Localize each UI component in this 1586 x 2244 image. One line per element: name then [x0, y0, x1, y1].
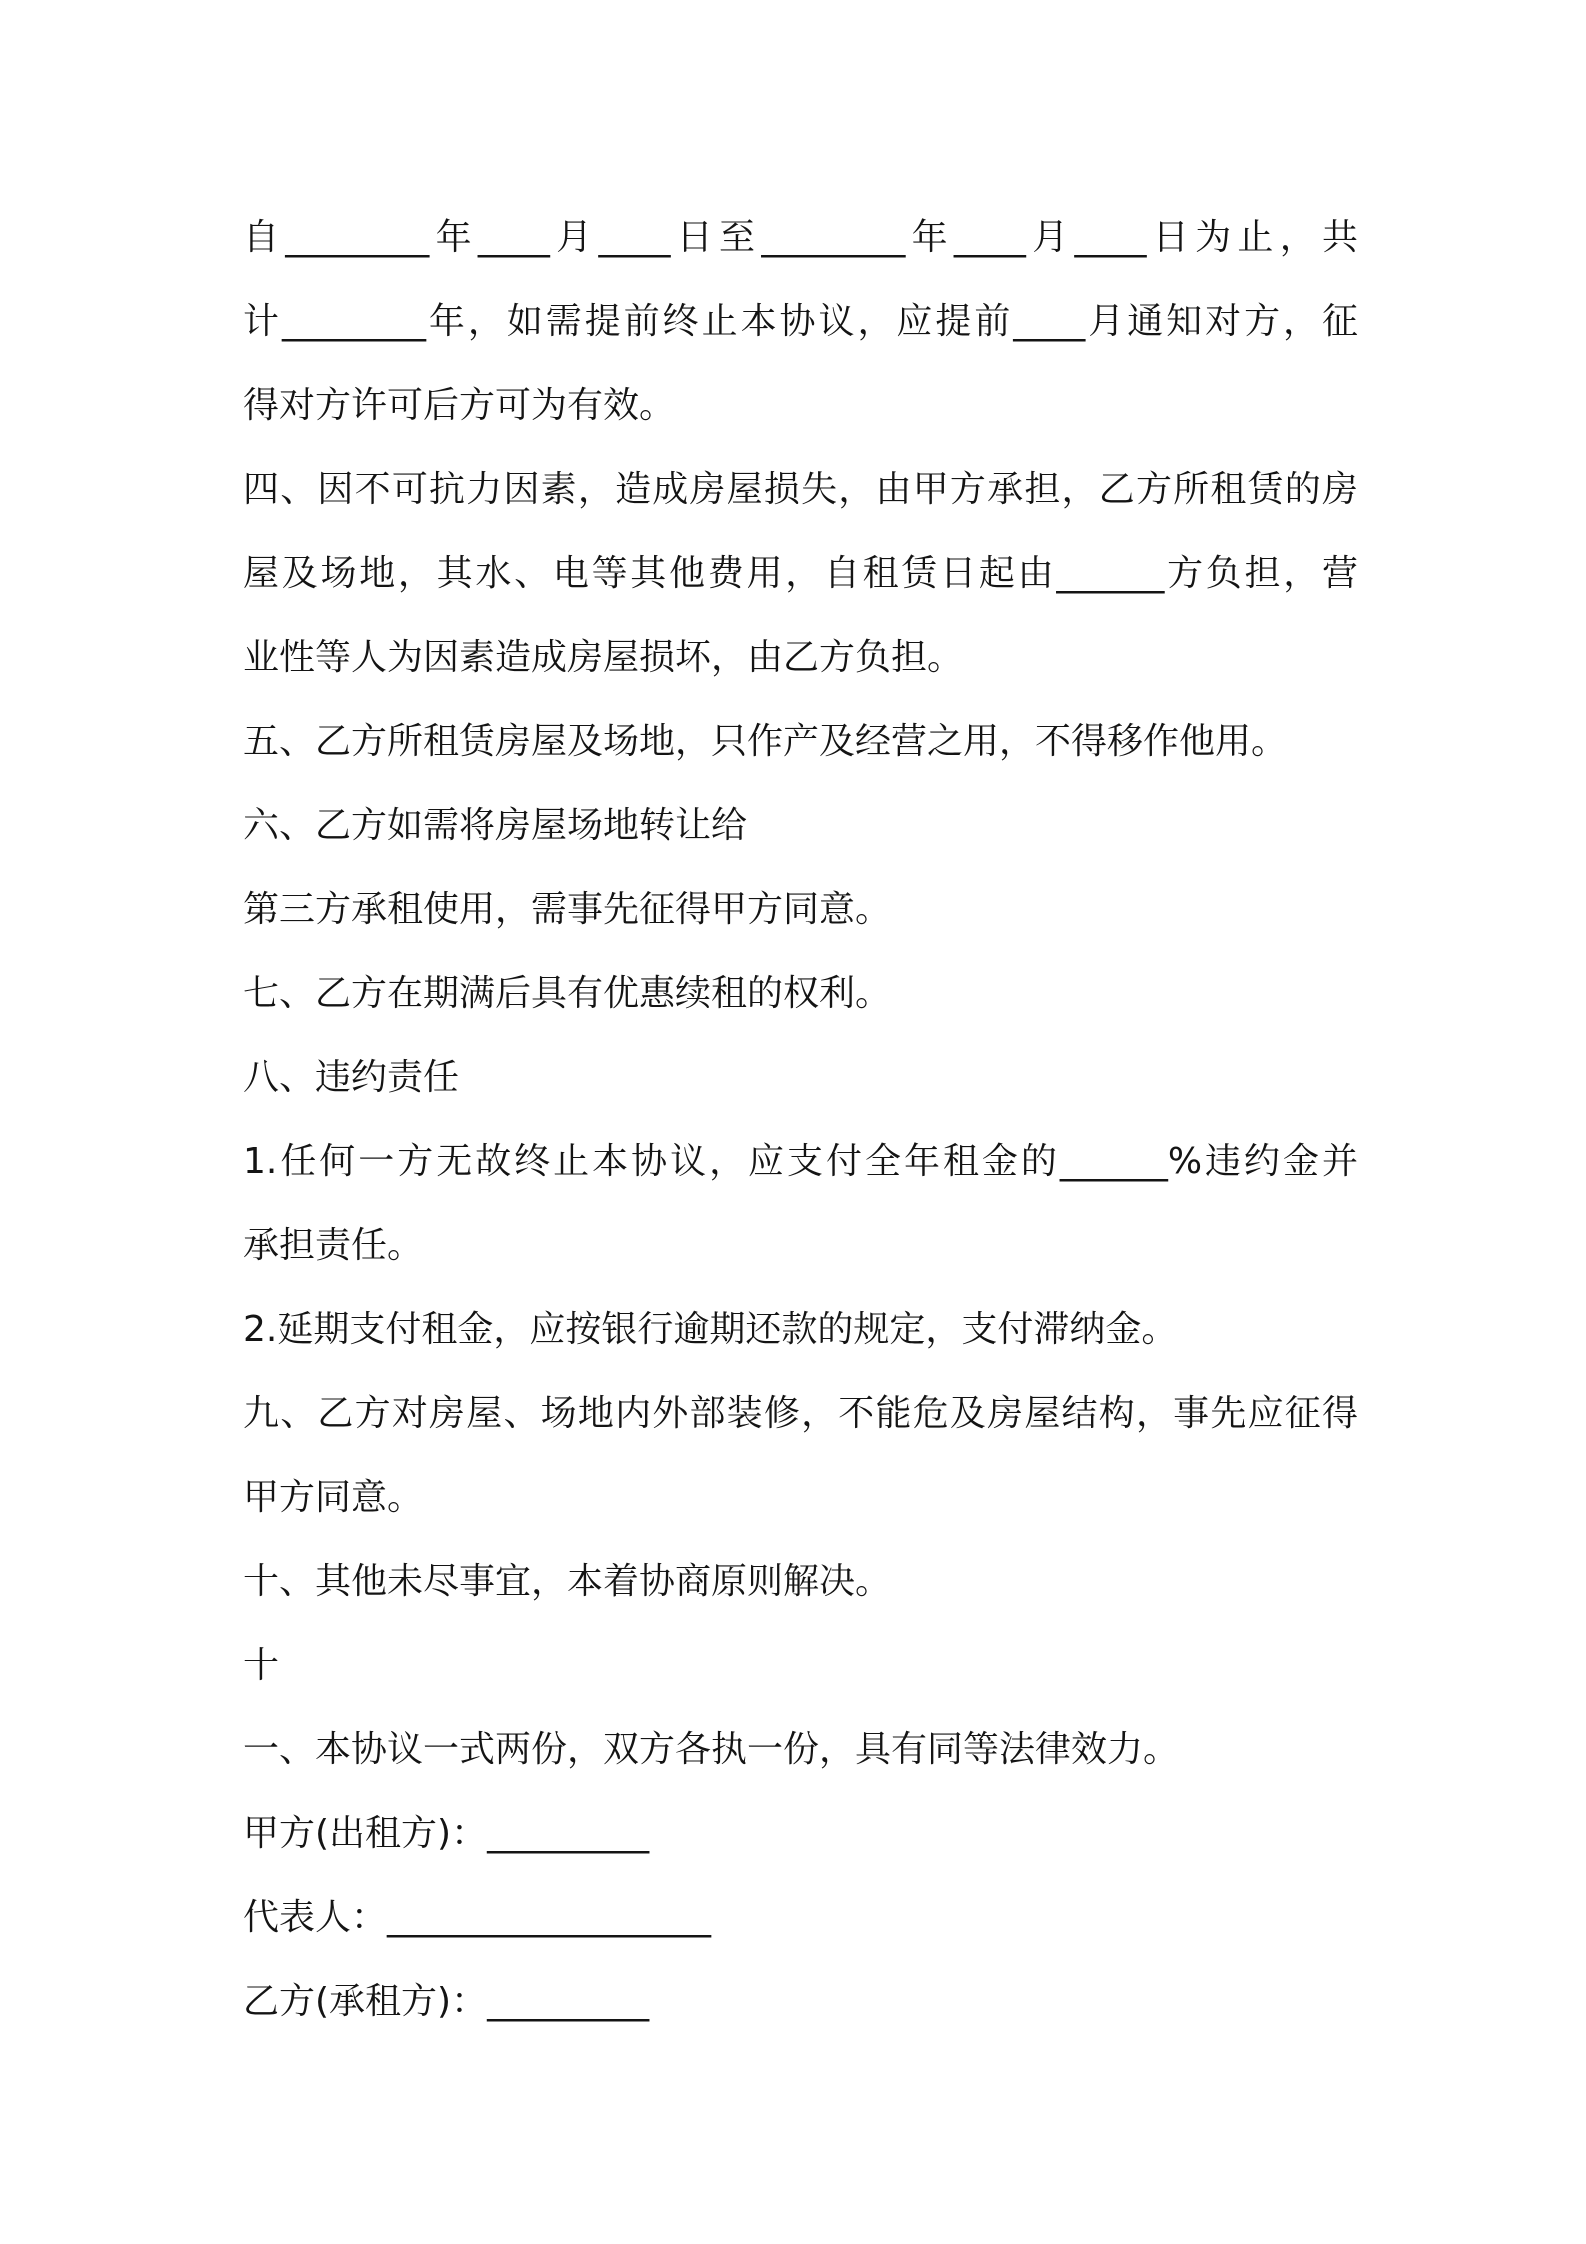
clause-6-line-1: 六、乙方如需将房屋场地转让给 — [243, 805, 748, 846]
party-a-signature-line: 甲方(出租方)：_________ — [243, 1813, 650, 1854]
clause-11-line-1: 十 — [243, 1645, 280, 1686]
clause-8-item-1-line-1: 1.任何一方无故终止本协议，应支付全年租金的______%违约金并 — [243, 1141, 1358, 1182]
clause-8-item-1-line-2: 承担责任。 — [243, 1225, 424, 1266]
clause-4-line-1: 四、因不可抗力因素，造成房屋损失，由甲方承担，乙方所租赁的房 — [243, 469, 1358, 510]
clause-7: 七、乙方在期满后具有优惠续租的权利。 — [243, 973, 892, 1014]
clause-8-item-2: 2.延期支付租金，应按银行逾期还款的规定，支付滞纳金。 — [243, 1309, 1178, 1350]
clause-5: 五、乙方所租赁房屋及场地，只作产及经营之用，不得移作他用。 — [243, 721, 1288, 762]
representative-signature-line: 代表人：__________________ — [243, 1897, 712, 1938]
clause-term-line-1: 自________年____月____日至________年____月____日为止，共 — [243, 217, 1358, 258]
clause-9-line-1: 九、乙方对房屋、场地内外部装修，不能危及房屋结构，事先应征得 — [243, 1393, 1358, 1434]
clause-4-line-2: 屋及场地，其水、电等其他费用，自租赁日起由______方负担，营 — [243, 553, 1358, 594]
document-body — [243, 196, 1358, 2044]
clause-9-line-2: 甲方同意。 — [243, 1477, 424, 1518]
clause-8-heading: 八、违约责任 — [243, 1057, 460, 1098]
clause-term-line-2: 计________年，如需提前终止本协议，应提前____月通知对方，征 — [243, 301, 1358, 342]
clause-11-line-2: 一、本协议一式两份，双方各执一份，具有同等法律效力。 — [243, 1729, 1180, 1770]
clause-6-line-2: 第三方承租使用，需事先征得甲方同意。 — [243, 889, 892, 930]
party-b-signature-line: 乙方(承租方)：_________ — [243, 1981, 650, 2022]
clause-10: 十、其他未尽事宜，本着协商原则解决。 — [243, 1561, 892, 1602]
clause-4-line-3: 业性等人为因素造成房屋损坏，由乙方负担。 — [243, 637, 964, 678]
clause-term-line-3: 得对方许可后方可为有效。 — [243, 385, 676, 426]
